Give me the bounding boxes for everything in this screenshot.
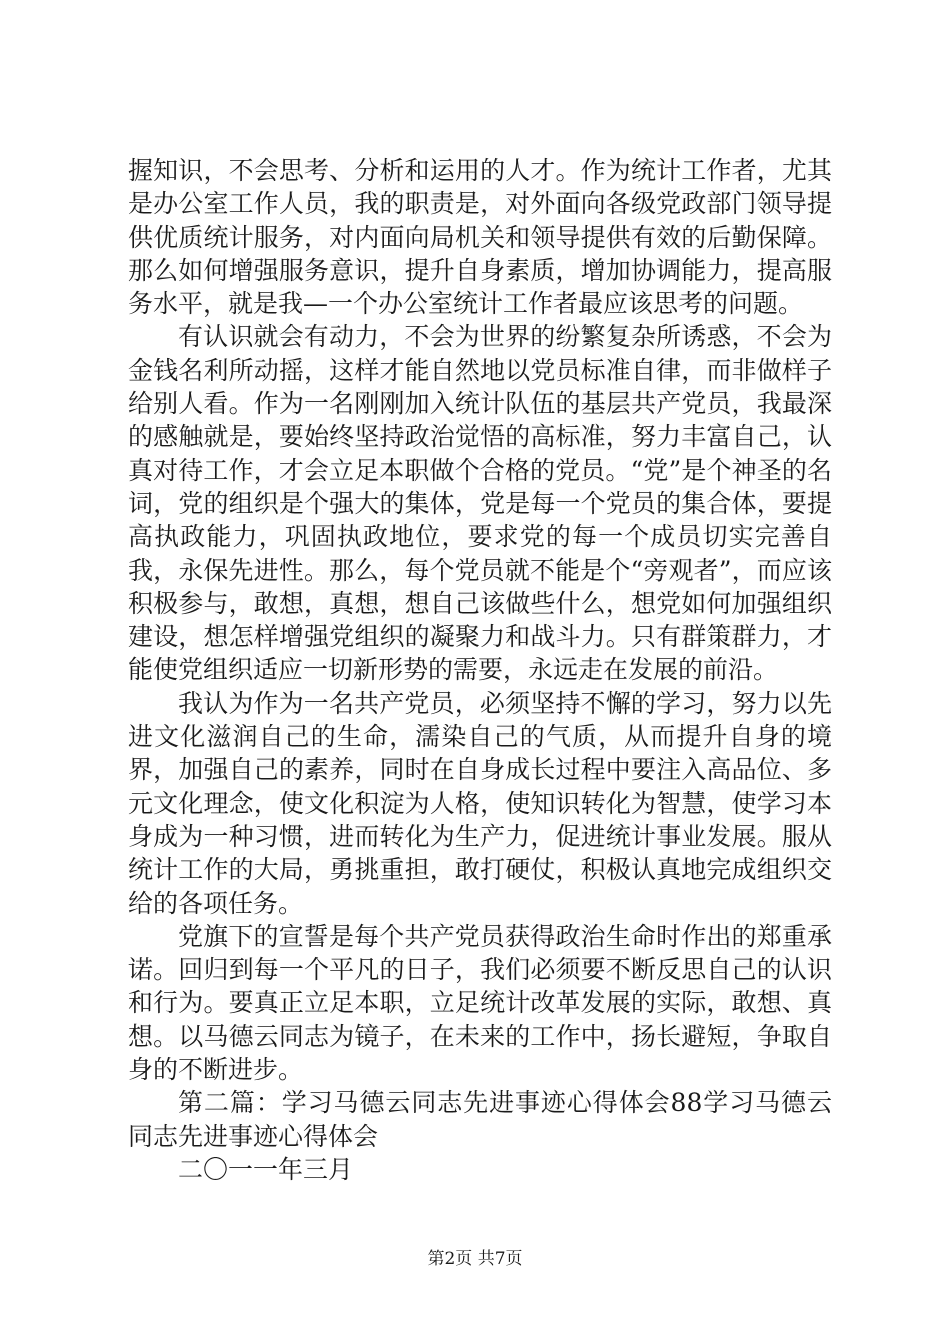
paragraph-learning: 我认为作为一名共产党员，必须坚持不懈的学习，努力以先进文化滋润自己的生命，濡染自己的气质，从而提升自身的境界，加强自己的素养，同时在自身成长过程中要注入高品位、多元文化理念，使文化积淀为人格，使知识转化为智慧，使学习本身成为一种习惯，进而转化为生产力，促进统计事业发展。服从统计工作的大局，勇挑重担，敢打硬仗，积极认真地完成组织交给的各项任务。 xyxy=(128,688,832,918)
document-body xyxy=(128,154,832,1186)
section-heading: 第二篇：学习马德云同志先进事迹心得体会88学习马德云同志先进事迹心得体会 xyxy=(128,1088,832,1151)
document-date: 二〇一一年三月 xyxy=(178,1154,354,1184)
paragraph-oath: 党旗下的宣誓是每个共产党员获得政治生命时作出的郑重承诺。回归到每一个平凡的日子，我们必须要不断反思自己的认识和行为。要真正立足本职，立足统计改革发展的实际，敢想、真想。以马德云同志为镜子，在未来的工作中，扬长避短，争取自身的不断进步。 xyxy=(128,921,832,1085)
paragraph-awareness: 有认识就会有动力，不会为世界的纷繁复杂所诱惑，不会为金钱名利所动摇，这样才能自然地以党员标准自律，而非做样子给别人看。作为一名刚刚加入统计队伍的基层共产党员，我最深的感触就是，要始终坚持政治觉悟的高标准，努力丰富自己，认真对待工作，才会立足本职做个合格的党员。“党”是个神圣的名词，党的组织是个强大的集体，党是每一个党员的集合体，要提高执政能力，巩固执政地位，要求党的每一个成员切实完善自我，永保先进性。那么，每个党员就不能是个“旁观者”，而应该积极参与，敢想，真想，想自己该做些什么，想党如何加强组织建设，想怎样增强党组织的凝聚力和战斗力。只有群策群力，才能使党组织适应一切新形势的需要，永远走在发展的前沿。 xyxy=(128,322,832,685)
page-number-footer: 第2页 共7页 xyxy=(427,1249,523,1269)
paragraph-continuation: 握知识，不会思考、分析和运用的人才。作为统计工作者，尤其是办公室工作人员，我的职责是，对外面向各级党政部门领导提供优质统计服务，对内面向局机关和领导提供有效的后勤保障。那么如何增强服务意识，提升自身素质，增加协调能力，提高服务水平，就是我—一个办公室统计工作者最应该思考的问题。 xyxy=(128,156,832,319)
